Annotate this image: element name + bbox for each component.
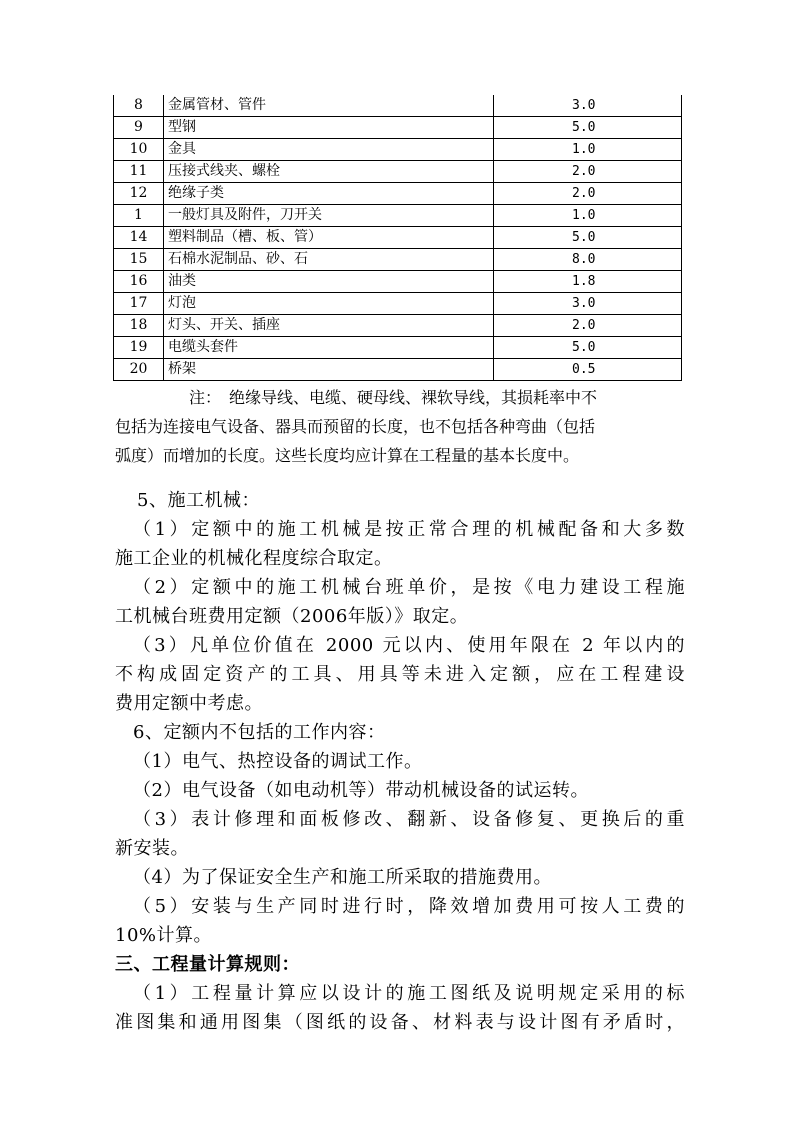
section-5-item-3-line-2: 不构成固定资产的工具、用具等未进入定额，应在工程建设 <box>115 664 685 685</box>
row-number-cell: 12 <box>114 183 164 205</box>
loss-rate-cell: 3.0 <box>494 95 682 117</box>
section-5-item-2-line-2: 工机械台班费用定额（2006年版）》取定。 <box>115 606 469 627</box>
section-5-item-3-line-3: 费用定额中考虑。 <box>115 693 263 714</box>
table-row <box>114 117 682 139</box>
section-3-heading: 三、工程量计算规则： <box>115 954 300 975</box>
loss-rate-cell: 1.0 <box>494 205 682 227</box>
table-row <box>114 249 682 271</box>
section-6-item-3-line-2: 新安装。 <box>115 838 189 859</box>
table-row <box>114 293 682 315</box>
material-name-cell: 灯头、开关、插座 <box>164 315 494 337</box>
table-row <box>114 337 682 359</box>
section-5-item-1-line-1: （1）定额中的施工机械是按正常合理的机械配备和大多数 <box>133 519 685 540</box>
table-row <box>114 359 682 381</box>
material-name-cell: 金属管材、管件 <box>164 95 494 117</box>
loss-rate-cell: 0.5 <box>494 359 682 381</box>
row-number-cell: 11 <box>114 161 164 183</box>
material-name-cell: 电缆头套件 <box>164 337 494 359</box>
loss-rate-cell: 5.0 <box>494 227 682 249</box>
material-name-cell: 绝缘子类 <box>164 183 494 205</box>
loss-rate-cell: 1.8 <box>494 271 682 293</box>
section-6-item-1: （1）电气、热控设备的调试工作。 <box>133 751 423 772</box>
material-name-cell: 一般灯具及附件，刀开关 <box>164 205 494 227</box>
loss-rate-table-body <box>114 95 682 381</box>
row-number-cell: 10 <box>114 139 164 161</box>
loss-rate-cell: 3.0 <box>494 293 682 315</box>
row-number-cell: 17 <box>114 293 164 315</box>
table-note <box>115 383 685 470</box>
note-line-3: 弧度）而增加的长度。这些长度均应计算在工程量的基本长度中。 <box>115 446 580 465</box>
note-line-1: 注： 绝缘导线、电缆、硬母线、裸软导线，其损耗率中不 <box>189 388 598 407</box>
material-name-cell: 灯泡 <box>164 293 494 315</box>
table-row <box>114 271 682 293</box>
section-5-item-3-line-1: （3）凡单位价值在 2000 元以内、使用年限在 2 年以内的 <box>133 635 685 656</box>
loss-rate-cell: 1.0 <box>494 139 682 161</box>
row-number-cell: 16 <box>114 271 164 293</box>
table-row <box>114 227 682 249</box>
row-number-cell: 8 <box>114 95 164 117</box>
section-5-item-2-line-1: （2）定额中的施工机械台班单价，是按《电力建设工程施 <box>133 577 685 598</box>
note-line-2: 包括为连接电气设备、器具而预留的长度，也不包括各种弯曲（包括 <box>115 417 596 436</box>
loss-rate-cell: 2.0 <box>494 161 682 183</box>
row-number-cell: 14 <box>114 227 164 249</box>
section-6-item-5-line-1: （5）安装与生产同时进行时，降效增加费用可按人工费的 <box>133 896 685 917</box>
material-name-cell: 金具 <box>164 139 494 161</box>
loss-rate-cell: 5.0 <box>494 117 682 139</box>
loss-rate-cell: 2.0 <box>494 183 682 205</box>
loss-rate-cell: 5.0 <box>494 337 682 359</box>
section-6-title: 6、定额内不包括的工作内容： <box>133 722 386 743</box>
section-6-item-3-line-1: （3）表计修理和面板修改、翻新、设备修复、更换后的重 <box>133 809 685 830</box>
material-name-cell: 塑料制品（槽、板、管） <box>164 227 494 249</box>
table-row <box>114 315 682 337</box>
loss-rate-cell: 2.0 <box>494 315 682 337</box>
row-number-cell: 20 <box>114 359 164 381</box>
material-name-cell: 型钢 <box>164 117 494 139</box>
row-number-cell: 15 <box>114 249 164 271</box>
material-name-cell: 压接式线夹、螺栓 <box>164 161 494 183</box>
material-name-cell: 桥架 <box>164 359 494 381</box>
section-6-item-2: （2）电气设备（如电动机等）带动机械设备的试运转。 <box>133 780 589 801</box>
row-number-cell: 1 <box>114 205 164 227</box>
body-text <box>115 486 685 1037</box>
material-name-cell: 油类 <box>164 271 494 293</box>
row-number-cell: 9 <box>114 117 164 139</box>
row-number-cell: 19 <box>114 337 164 359</box>
section-5-title: 5、施工机械： <box>137 490 260 511</box>
row-number-cell: 18 <box>114 315 164 337</box>
table-row <box>114 205 682 227</box>
section-6-item-5-line-2: 10%计算。 <box>115 925 213 946</box>
section-6-item-4: （4）为了保证安全生产和施工所采取的措施费用。 <box>133 867 552 888</box>
section-3-item-1-line-1: （1）工程量计算应以设计的施工图纸及说明规定采用的标 <box>133 983 685 1004</box>
loss-rate-table <box>113 95 682 381</box>
table-row <box>114 161 682 183</box>
table-row <box>114 95 682 117</box>
section-5-item-1-line-2: 施工企业的机械化程度综合取定。 <box>115 548 393 569</box>
material-name-cell: 石棉水泥制品、砂、石 <box>164 249 494 271</box>
section-3-item-1-line-2: 准图集和通用图集（图纸的设备、材料表与设计图有矛盾时， <box>115 1012 685 1033</box>
table-row <box>114 139 682 161</box>
table-row <box>114 183 682 205</box>
loss-rate-cell: 8.0 <box>494 249 682 271</box>
